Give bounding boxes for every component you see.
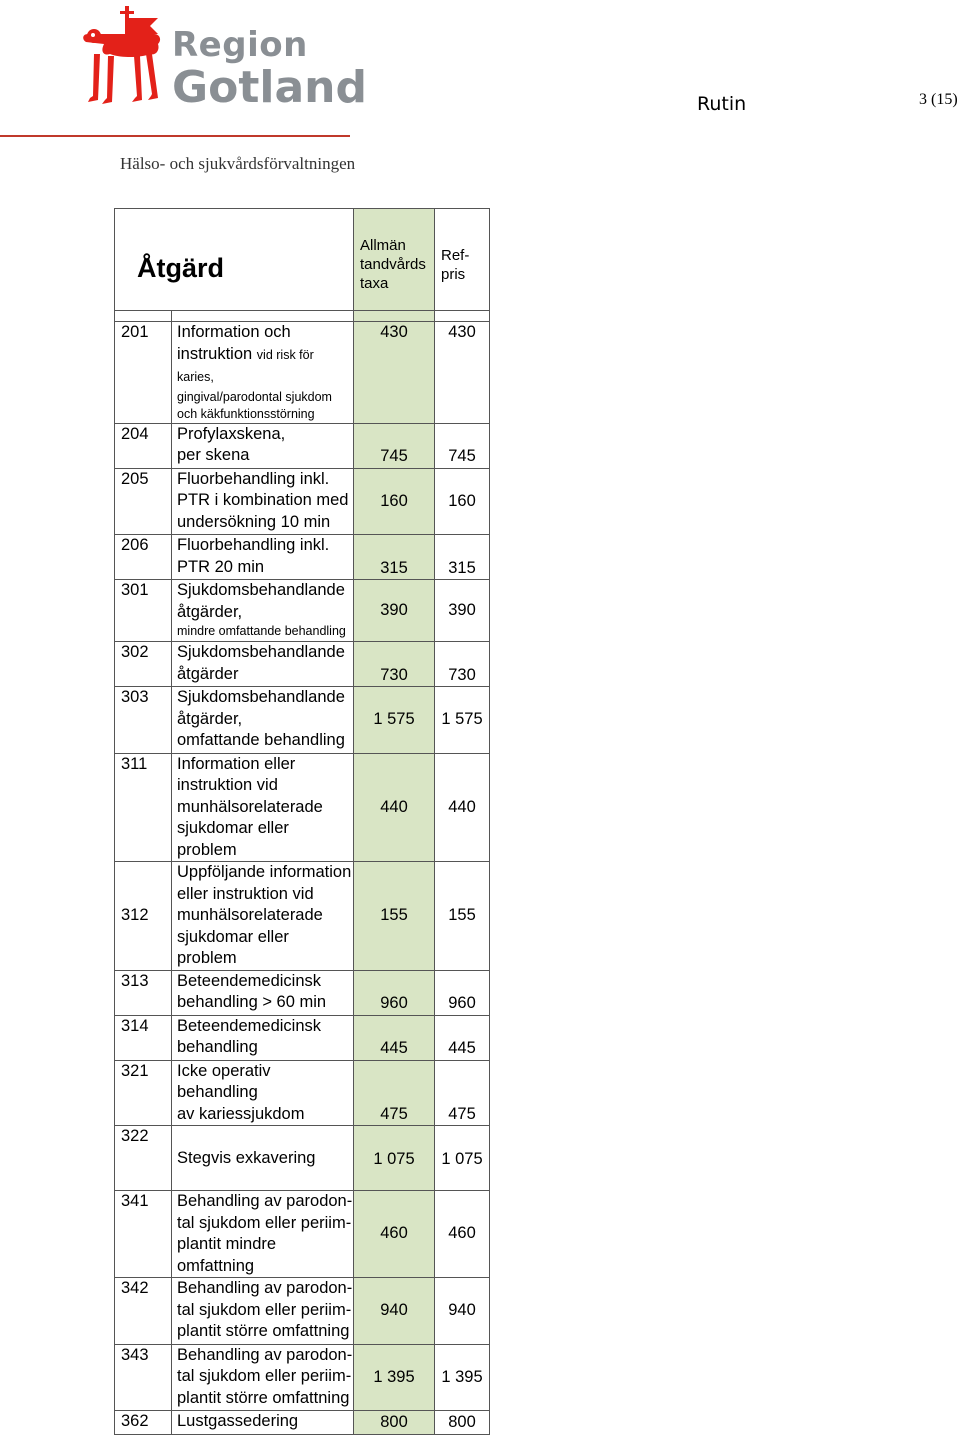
row-description-cell [172, 535, 354, 580]
region-gotland-logo [80, 4, 367, 114]
row-code-cell [115, 535, 172, 580]
description-line: Stegvis exkavering [177, 1148, 316, 1167]
description-line: åtgärder [177, 664, 239, 683]
reference-price-cell [435, 642, 490, 687]
reference-price-cell [435, 1344, 490, 1411]
lamb-emblem-icon [80, 4, 172, 110]
general-fee-value: 800 [380, 1412, 408, 1431]
description-line: Icke operativ behandling [177, 1061, 271, 1101]
row-code-cell [115, 687, 172, 754]
general-fee-value: 745 [380, 447, 408, 465]
fee-table [114, 208, 490, 1435]
description-line: Beteendemedicinsk [177, 971, 322, 990]
row-code-cell [115, 1278, 172, 1345]
row-code-cell [115, 322, 172, 424]
general-fee-value: 1 575 [373, 710, 415, 728]
general-fee-cell [354, 1060, 435, 1126]
reference-price-cell [435, 535, 490, 580]
description-line: Information och [177, 323, 291, 341]
row-code: 342 [121, 1279, 149, 1297]
description-line: Behandling av parodon- [177, 1192, 353, 1210]
general-fee-value: 315 [380, 558, 408, 577]
description-line: instruktion vid [177, 776, 278, 794]
row-description-cell [172, 862, 354, 971]
description-line: tal sjukdom eller periim- [177, 1300, 352, 1319]
row-code-cell [115, 862, 172, 971]
description-line: Behandling av parodon- [177, 1345, 353, 1364]
general-fee-cell [354, 1411, 435, 1435]
table-row [115, 535, 490, 580]
description-line: per skena [177, 446, 250, 464]
general-fee-value: 440 [380, 797, 408, 816]
description-line: av kariessjukdom [177, 1104, 305, 1123]
description-line: behandling > 60 min [177, 993, 327, 1011]
description-line: Lustgassedering [177, 1412, 299, 1430]
table-row [115, 423, 490, 468]
general-fee-cell [354, 468, 435, 535]
description-line: åtgärder, [177, 602, 243, 621]
reference-price-value: 440 [448, 797, 476, 816]
row-code-cell [115, 1344, 172, 1411]
description-line: åtgärder, [177, 709, 243, 728]
row-code-cell [115, 580, 172, 642]
reference-price-cell [435, 1060, 490, 1126]
description-line: Uppföljande information [177, 863, 352, 881]
general-fee-value: 430 [380, 323, 408, 341]
row-code: 205 [121, 469, 149, 488]
general-fee-value: 460 [380, 1224, 408, 1243]
row-code: 314 [121, 1016, 149, 1035]
reference-price-value: 390 [448, 600, 476, 619]
general-fee-value: 475 [380, 1104, 408, 1123]
row-code: 302 [121, 643, 149, 661]
reference-price-value: 445 [448, 1039, 476, 1057]
header-label-line: Ref- [441, 246, 470, 264]
reference-price-value: 960 [448, 994, 476, 1012]
reference-price-value: 155 [448, 906, 476, 924]
row-code: 201 [121, 323, 149, 341]
general-fee-value: 1 395 [373, 1367, 415, 1386]
row-description-cell [172, 1344, 354, 1411]
row-code: 321 [121, 1061, 149, 1080]
reference-price-cell [435, 1015, 490, 1060]
description-line: sjukdomar eller problem [177, 819, 289, 859]
row-code: 204 [121, 424, 149, 443]
row-code: 303 [121, 688, 149, 706]
description-note-line: mindre omfattande behandling [177, 624, 346, 638]
description-line: eller instruktion vid [177, 884, 314, 903]
reference-price-cell [435, 970, 490, 1015]
reference-price-value: 1 075 [441, 1149, 483, 1168]
reference-price-cell [435, 753, 490, 862]
table-row [115, 970, 490, 1015]
row-code-cell [115, 1411, 172, 1435]
table-row [115, 1344, 490, 1411]
row-code: 322 [121, 1127, 149, 1145]
row-code-cell [115, 1060, 172, 1126]
row-description-cell [172, 468, 354, 535]
row-description-cell [172, 580, 354, 642]
general-fee-cell [354, 322, 435, 424]
general-fee-value: 155 [380, 906, 408, 924]
general-fee-cell [354, 1126, 435, 1191]
general-fee-cell [354, 535, 435, 580]
general-fee-cell [354, 1015, 435, 1060]
document-type: Rutin [697, 93, 747, 115]
table-row [115, 1015, 490, 1060]
description-line: plantit mindre omfattning [177, 1235, 277, 1275]
row-code-cell [115, 468, 172, 535]
general-fee-cell [354, 1344, 435, 1411]
description-note: vid risk för karies, [177, 347, 314, 384]
row-description-cell [172, 322, 354, 424]
table-header-row [115, 209, 490, 311]
table-row [115, 1126, 490, 1191]
description-note-line: och käkfunktionsstörning [177, 406, 315, 421]
reference-price-value: 1 395 [441, 1367, 483, 1386]
row-code-cell [115, 1191, 172, 1278]
row-description-cell [172, 1060, 354, 1126]
reference-price-cell [435, 423, 490, 468]
row-code-cell [115, 753, 172, 862]
header-action-label: Åtgärd [137, 253, 224, 283]
reference-price-cell [435, 468, 490, 535]
row-code: 362 [121, 1412, 149, 1430]
description-line: plantit större omfattning [177, 1388, 350, 1407]
description-line [177, 1126, 353, 1148]
reference-price-value: 430 [448, 323, 476, 341]
row-code: 301 [121, 581, 149, 599]
description-line: Beteendemedicinsk [177, 1016, 322, 1035]
row-code: 341 [121, 1192, 149, 1210]
row-description-cell [172, 1126, 354, 1191]
row-description-cell [172, 970, 354, 1015]
general-fee-value: 940 [380, 1301, 408, 1319]
table-row [115, 1278, 490, 1345]
row-code: 312 [121, 906, 149, 924]
general-fee-value: 390 [380, 600, 408, 619]
description-line: Sjukdomsbehandlande [177, 581, 345, 599]
reference-price-value: 1 575 [441, 710, 483, 728]
header-label-line: pris [441, 265, 466, 283]
table-row [115, 753, 490, 862]
description-line: omfattande behandling [177, 731, 345, 749]
header-action [115, 209, 354, 311]
general-fee-cell [354, 753, 435, 862]
description-line: Behandling av parodon- [177, 1279, 353, 1297]
row-code-cell [115, 970, 172, 1015]
general-fee-cell [354, 423, 435, 468]
reference-price-cell [435, 1191, 490, 1278]
logo-line-region: Region [172, 25, 308, 65]
table-row [115, 862, 490, 971]
row-description-cell [172, 423, 354, 468]
description-line [177, 344, 353, 389]
row-description-cell [172, 1191, 354, 1278]
table-row [115, 1060, 490, 1126]
reference-price-cell [435, 687, 490, 754]
description-line: Fluorbehandling inkl. [177, 469, 330, 488]
row-description-cell [172, 1278, 354, 1345]
row-code-cell [115, 1126, 172, 1191]
header-label-line: Allmän [360, 237, 406, 254]
reference-price-cell [435, 580, 490, 642]
description-note-line: gingival/parodontal sjukdom [177, 389, 332, 404]
reference-price-value: 460 [448, 1224, 476, 1243]
description-line: tal sjukdom eller periim- [177, 1367, 352, 1385]
table-row [115, 1191, 490, 1278]
general-fee-value: 160 [380, 491, 408, 510]
row-code-cell [115, 423, 172, 468]
reference-price-value: 475 [448, 1104, 476, 1123]
description-line: PTR i kombination med [177, 491, 349, 509]
description-main: instruktion [177, 344, 253, 363]
description-line: plantit större omfattning [177, 1322, 350, 1340]
table-row [115, 468, 490, 535]
description-line: undersökning 10 min [177, 512, 331, 531]
row-code-cell [115, 642, 172, 687]
row-description-cell [172, 1015, 354, 1060]
table-row [115, 687, 490, 754]
reference-price-cell [435, 1126, 490, 1191]
header-general-fee [354, 209, 435, 311]
page-number: 3 (15) [919, 91, 958, 108]
reference-price-cell [435, 1278, 490, 1345]
general-fee-value: 445 [380, 1039, 408, 1057]
row-description-cell [172, 753, 354, 862]
reference-price-cell [435, 322, 490, 424]
description-line: behandling [177, 1038, 258, 1056]
logo-wordmark [172, 25, 367, 113]
description-line: Sjukdomsbehandlande [177, 688, 345, 706]
reference-price-value: 315 [448, 558, 476, 577]
row-code: 343 [121, 1345, 149, 1364]
row-code: 313 [121, 971, 149, 990]
reference-price-value: 745 [448, 447, 476, 465]
logo-line-gotland: Gotland [172, 62, 367, 113]
general-fee-value: 960 [380, 994, 408, 1012]
header-reference-price [435, 209, 490, 311]
description-line: munhälsorelaterade [177, 797, 323, 816]
row-code: 311 [121, 754, 148, 773]
header-reference-price-label [435, 236, 489, 284]
row-description-cell [172, 1411, 354, 1435]
description-line: Sjukdomsbehandlande [177, 643, 345, 661]
general-fee-cell [354, 687, 435, 754]
table-row [115, 322, 490, 424]
reference-price-cell [435, 862, 490, 971]
table-row [115, 1411, 490, 1435]
row-code-cell [115, 1015, 172, 1060]
header-label-line: taxa [360, 275, 389, 292]
header-spacer [115, 311, 490, 322]
general-fee-cell [354, 970, 435, 1015]
table-row [115, 642, 490, 687]
reference-price-value: 160 [448, 491, 476, 510]
row-code: 206 [121, 536, 149, 554]
description-line: sjukdomar eller problem [177, 927, 289, 967]
general-fee-cell [354, 642, 435, 687]
row-description-cell [172, 642, 354, 687]
header-label-line: tandvårds [360, 256, 426, 273]
header-general-fee-label [354, 226, 434, 293]
reference-price-cell [435, 1411, 490, 1435]
reference-price-value: 940 [448, 1301, 476, 1319]
reference-price-value: 730 [448, 665, 476, 684]
description-line: Fluorbehandling inkl. [177, 536, 330, 554]
row-description-cell [172, 687, 354, 754]
general-fee-value: 1 075 [373, 1149, 415, 1168]
general-fee-cell [354, 862, 435, 971]
general-fee-cell [354, 1278, 435, 1345]
general-fee-cell [354, 580, 435, 642]
general-fee-value: 730 [380, 665, 408, 684]
reference-price-value: 800 [448, 1412, 476, 1431]
description-line: Profylaxskena, [177, 424, 286, 443]
description-line: Information eller [177, 754, 296, 773]
table-row [115, 580, 490, 642]
header-rule [0, 135, 350, 137]
description-line: PTR 20 min [177, 557, 265, 576]
description-line: munhälsorelaterade [177, 906, 323, 924]
general-fee-cell [354, 1191, 435, 1278]
description-line: tal sjukdom eller periim- [177, 1213, 352, 1232]
department-name: Hälso- och sjukvårdsförvaltningen [120, 154, 356, 173]
